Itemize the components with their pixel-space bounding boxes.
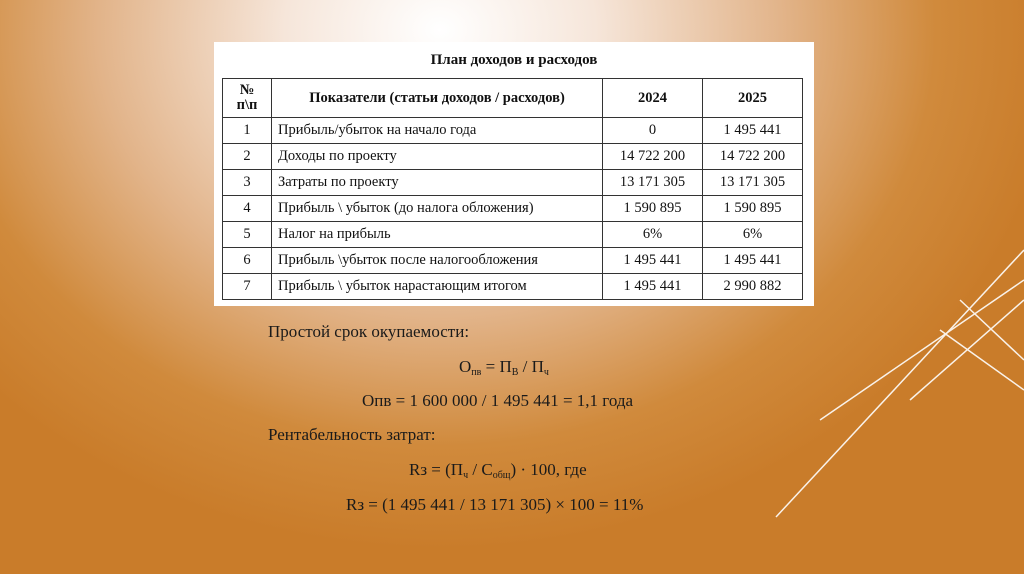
table-row: [223, 274, 803, 300]
row-value-2024: 1 495 441: [603, 248, 703, 274]
header-2024: 2024: [603, 79, 703, 118]
table-header-row: [223, 79, 803, 118]
payback-formula: [459, 357, 549, 378]
header-number: № п\п: [223, 79, 272, 118]
formula-part: Rз = (П: [409, 460, 464, 479]
table-row: [223, 248, 803, 274]
header-2025: 2025: [703, 79, 803, 118]
row-number: 6: [223, 248, 272, 274]
row-value-2024: 6%: [603, 222, 703, 248]
row-number: 3: [223, 170, 272, 196]
header-indicator: Показатели (статьи доходов / расходов): [272, 79, 603, 118]
formula-part: / П: [518, 357, 544, 376]
row-value-2025: 1 590 895: [703, 196, 803, 222]
row-value-2025: 1 495 441: [703, 118, 803, 144]
income-expense-table-panel: [214, 42, 814, 306]
row-number: 2: [223, 144, 272, 170]
table-title: План доходов и расходов: [430, 52, 598, 68]
row-value-2025: 1 495 441: [703, 248, 803, 274]
table-row: [223, 144, 803, 170]
row-indicator: Прибыль \убыток после налогообложения: [272, 248, 603, 274]
row-indicator: Прибыль/убыток на начало года: [272, 118, 603, 144]
row-indicator: Прибыль \ убыток нарастающим итогом: [272, 274, 603, 300]
row-number: 4: [223, 196, 272, 222]
formula-sub: ч: [543, 367, 549, 378]
row-number: 1: [223, 118, 272, 144]
row-value-2024: 1 590 895: [603, 196, 703, 222]
row-value-2025: 14 722 200: [703, 144, 803, 170]
row-indicator: Налог на прибыль: [272, 222, 603, 248]
row-value-2024: 0: [603, 118, 703, 144]
table-row: [223, 170, 803, 196]
formula-sub: пв: [471, 367, 482, 378]
row-indicator: Доходы по проекту: [272, 144, 603, 170]
formula-part: ) · 100, где: [510, 460, 587, 479]
row-value-2025: 2 990 882: [703, 274, 803, 300]
formula-part: / С: [468, 460, 493, 479]
table-row: [223, 118, 803, 144]
row-value-2024: 13 171 305: [603, 170, 703, 196]
income-expense-table: [222, 78, 803, 300]
row-indicator: Затраты по проекту: [272, 170, 603, 196]
formula-part: = П: [481, 357, 512, 376]
formula-sub: В: [511, 367, 519, 378]
row-number: 5: [223, 222, 272, 248]
row-value-2024: 1 495 441: [603, 274, 703, 300]
table-row: [223, 222, 803, 248]
payback-heading: Простой срок окупаемости:: [268, 322, 470, 341]
profitability-heading: Рентабельность затрат:: [268, 425, 436, 444]
row-indicator: Прибыль \ убыток (до налога обложения): [272, 196, 603, 222]
row-value-2025: 13 171 305: [703, 170, 803, 196]
row-value-2024: 14 722 200: [603, 144, 703, 170]
table-row: [223, 196, 803, 222]
profitability-calculation: Rз = (1 495 441 / 13 171 305) × 100 = 11%: [346, 495, 644, 514]
formula-sub: ч: [463, 470, 469, 481]
profitability-formula: [409, 460, 587, 481]
row-number: 7: [223, 274, 272, 300]
payback-calculation: Опв = 1 600 000 / 1 495 441 = 1,1 года: [362, 391, 634, 410]
formula-part: О: [459, 357, 472, 376]
formula-sub: общ: [492, 470, 511, 481]
row-value-2025: 6%: [703, 222, 803, 248]
